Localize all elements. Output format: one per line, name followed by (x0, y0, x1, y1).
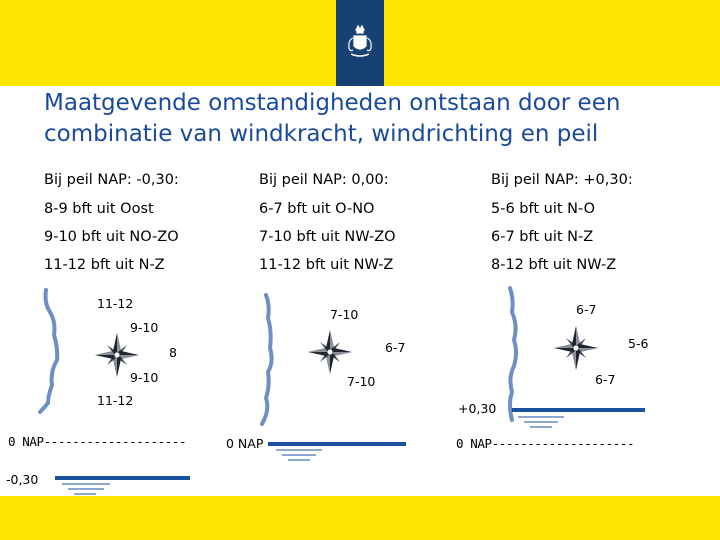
wind-condition: 11-12 bft uit N-Z (44, 257, 165, 273)
bottom-brand-band (0, 496, 720, 540)
wind-condition: 8-9 bft uit Oost (44, 201, 154, 217)
wind-label: 9-10 (130, 320, 159, 335)
column-header: Bij peil NAP: -0,30: (44, 172, 179, 188)
wind-label: 11-12 (97, 296, 134, 311)
wind-label: 9-10 (130, 370, 159, 385)
wind-condition: 5-6 bft uit N-O (491, 201, 596, 217)
column-header: Bij peil NAP: 0,00: (259, 172, 389, 188)
wind-condition: 7-10 bft uit NW-ZO (259, 229, 396, 245)
wind-label: 6-7 (576, 302, 597, 317)
nap-reference: 0 NAP-------------------- (8, 434, 187, 449)
wind-condition: 9-10 bft uit NO-ZO (44, 229, 179, 245)
wind-condition: 6-7 bft uit O-NO (259, 201, 375, 217)
wind-label: 11-12 (97, 393, 134, 408)
column-header: Bij peil NAP: +0,30: (491, 172, 633, 188)
compass-rose-icon (308, 330, 352, 374)
wind-label: 6-7 (595, 372, 616, 387)
water-level-label: +0,30 (458, 401, 497, 416)
wind-label: 5-6 (628, 336, 649, 351)
title-line-2: combinatie van windkracht, windrichting en peil (44, 121, 599, 147)
wind-label: 7-10 (330, 307, 359, 322)
coastline-middle (262, 295, 272, 424)
compass-rose-icon (554, 326, 598, 370)
nap-reference: 0 NAP-------------------- (456, 436, 635, 451)
coastline-right (510, 288, 516, 420)
wind-condition: 11-12 bft uit NW-Z (259, 257, 394, 273)
nap-reference: 0 NAP (226, 436, 264, 451)
water-level-label: -0,30 (6, 472, 39, 487)
coastline-left (40, 290, 57, 412)
wind-label: 7-10 (347, 374, 376, 389)
wind-label: 8 (169, 345, 177, 360)
title-line-1: Maatgevende omstandigheden ontstaan door een (44, 90, 621, 116)
wind-condition: 8-12 bft uit NW-Z (491, 257, 617, 273)
wind-label: 6-7 (385, 340, 406, 355)
wind-condition: 6-7 bft uit N-Z (491, 229, 594, 245)
